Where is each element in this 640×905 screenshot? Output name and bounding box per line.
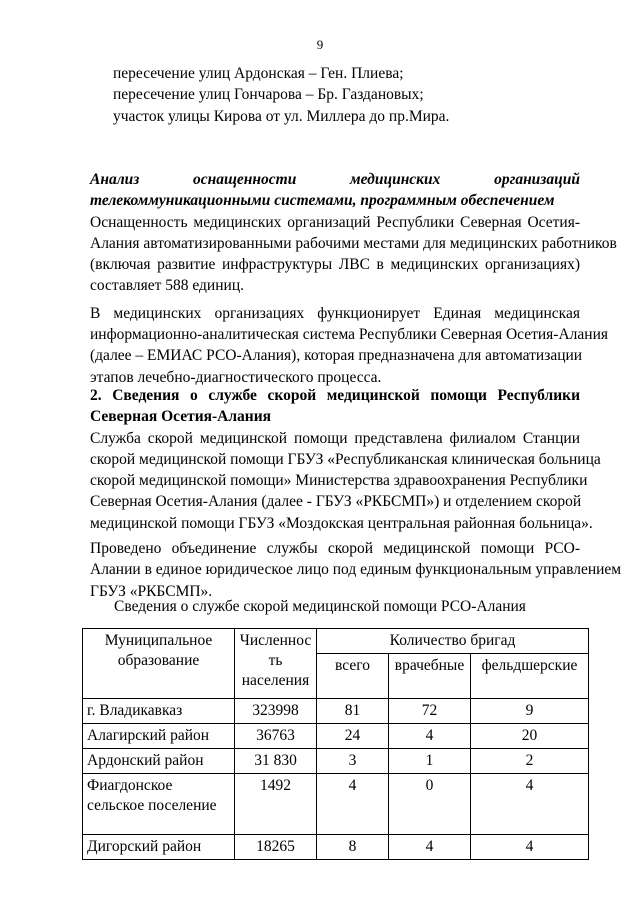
- cell-doctor: 1: [389, 749, 471, 774]
- table-row: [83, 835, 589, 860]
- intro-line: пересечение улиц Ардонская – Ген. Плиева;: [113, 65, 404, 82]
- text-line: составляет 588 единиц.: [90, 277, 244, 295]
- header-total: всего: [317, 654, 389, 699]
- cell-paramedic: 9: [471, 699, 589, 724]
- table-row: [83, 699, 589, 724]
- text-line: ГБУЗ «РКБСМП».: [90, 582, 213, 600]
- cell-population: 18265: [235, 835, 317, 860]
- table-row: [83, 774, 589, 835]
- cell-total: 8: [317, 835, 389, 860]
- header-doctor: врачебные: [389, 654, 471, 699]
- header-paramedic: фельдшерские: [471, 654, 589, 699]
- table-caption: Сведения о службе скорой медицинской помощи РСО-Алания: [114, 598, 526, 615]
- analysis-paragraph-2: [90, 303, 609, 388]
- analysis-heading-word: оснащенности: [193, 171, 297, 188]
- cell-total: 24: [317, 724, 389, 749]
- page-number: 9: [316, 37, 324, 52]
- cell-population: 323998: [235, 699, 317, 724]
- text-line: В медицинских организациях функционирует Единая медицинская: [90, 304, 580, 322]
- analysis-heading-line2: телекоммуникационными системами, программным обеспечением: [90, 192, 555, 210]
- cell-population: 36763: [235, 724, 317, 749]
- text-line: медицинской помощи ГБУЗ «Моздокская центральная районная больница».: [90, 514, 593, 532]
- header-brigades: Количество бригад: [317, 629, 589, 654]
- analysis-heading: [90, 169, 580, 190]
- intro-line: участок улицы Кирова от ул. Миллера до пр.Мира.: [113, 107, 450, 125]
- analysis-paragraph-1: [90, 212, 617, 297]
- text-line: Служба скорой медицинской помощи представлена филиалом Станции: [90, 429, 580, 447]
- cell-municipality: Алагирский район: [83, 724, 235, 749]
- text-line: Алании в единое юридическое лицо под единым функциональным управлением: [90, 561, 622, 579]
- text-line: (включая развитие инфраструктуры ЛВС в медицинских организациях): [90, 256, 580, 274]
- analysis-section: [90, 169, 617, 388]
- analysis-heading-word: медицинских: [350, 171, 441, 188]
- table-header-row: [83, 629, 589, 654]
- text-line: Алания автоматизированными рабочими местами для медицинских работников: [90, 234, 617, 252]
- text-line: скорой медицинской помощи ГБУЗ «Республиканская клиническая больница: [90, 450, 601, 468]
- cell-doctor: 0: [389, 774, 471, 835]
- cell-paramedic: 4: [471, 774, 589, 835]
- cell-paramedic: 20: [471, 724, 589, 749]
- section2-paragraph-1: [90, 428, 601, 534]
- cell-total: 4: [317, 774, 389, 835]
- section2-paragraph-2: [90, 538, 622, 602]
- section2-heading-line2: Северная Осетия-Алания: [90, 408, 272, 426]
- header-population: Численнос ть населения: [235, 629, 317, 699]
- cell-paramedic: 2: [471, 749, 589, 774]
- ambulance-table: [82, 628, 589, 860]
- table-row: [83, 724, 589, 749]
- intro-street-list: [113, 63, 583, 127]
- cell-total: 81: [317, 699, 389, 724]
- ambulance-section: [90, 385, 622, 602]
- cell-doctor: 72: [389, 699, 471, 724]
- cell-municipality: Дигорский район: [83, 835, 235, 860]
- cell-municipality: Фиагдонское сельское поселение: [83, 774, 235, 835]
- text-line: Северная Осетия-Алания (далее - ГБУЗ «РКБСМП») и отделением скорой: [90, 493, 582, 511]
- text-line: информационно-аналитическая система Республики Северная Осетия-Алания: [90, 326, 609, 344]
- table-row: [83, 749, 589, 774]
- cell-municipality: г. Владикавказ: [83, 699, 235, 724]
- cell-total: 3: [317, 749, 389, 774]
- header-municipality: Муниципальное образование: [83, 629, 235, 699]
- intro-line: пересечение улиц Гончарова – Бр. Газдановых;: [113, 86, 424, 104]
- analysis-heading-word: Анализ: [90, 171, 140, 188]
- text-line: Оснащенность медицинских организаций Республики Северная Осетия-: [90, 213, 580, 231]
- section2-heading: 2. Сведения о службе скорой медицинской помощи Республики: [90, 387, 580, 404]
- text-line: (далее – ЕМИАС РСО-Алания), которая предназначена для автоматизации: [90, 347, 583, 365]
- text-line: скорой медицинской помощи» Министерства здравоохранения Республики: [90, 472, 588, 490]
- cell-municipality: Ардонский район: [83, 749, 235, 774]
- cell-doctor: 4: [389, 835, 471, 860]
- cell-paramedic: 4: [471, 835, 589, 860]
- text-line: этапов лечебно-диагностического процесса.: [90, 368, 382, 386]
- cell-doctor: 4: [389, 724, 471, 749]
- cell-population: 1492: [235, 774, 317, 835]
- cell-population: 31 830: [235, 749, 317, 774]
- analysis-heading-word: организаций: [494, 171, 580, 188]
- text-line: Проведено объединение службы скорой медицинской помощи РСО-: [90, 540, 580, 558]
